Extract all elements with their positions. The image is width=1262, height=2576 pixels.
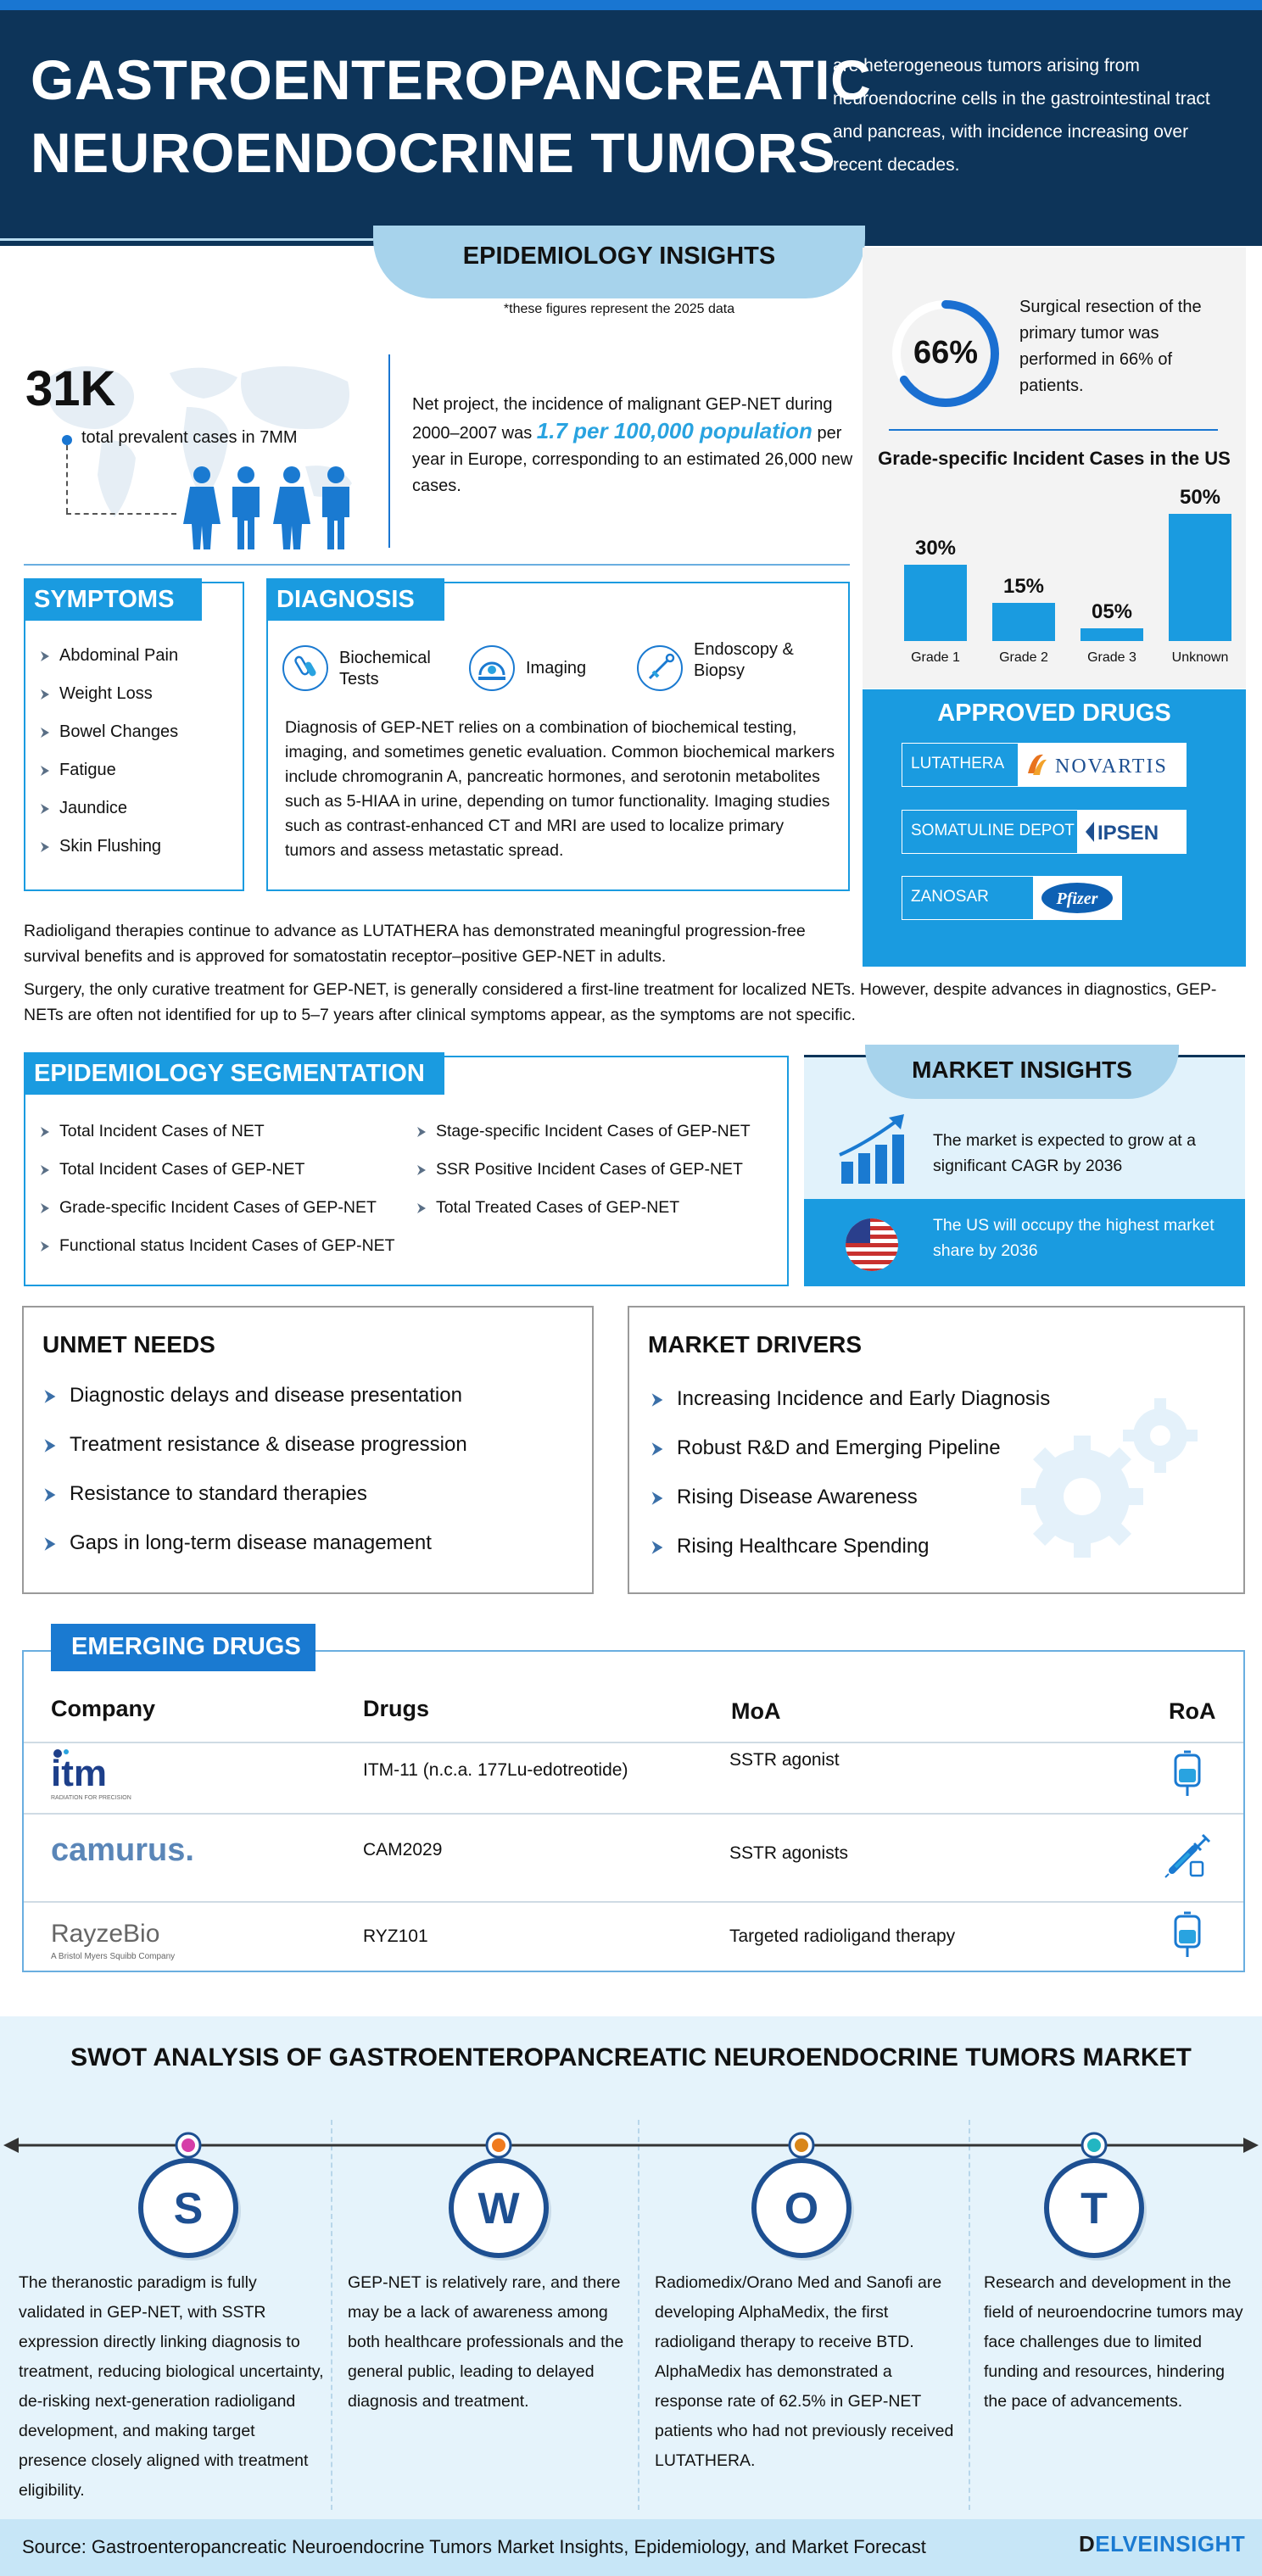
drug-name: SOMATULINE DEPOT [911,822,1075,839]
unmet-needs-title: UNMET NEEDS [42,1331,215,1358]
arrow-left-icon [3,2138,19,2153]
radioligand-paragraph: Radioligand therapies continue to advance as LUTATHERA has demonstrated meaningful progression-free survival benefits and is approved for somatostatin receptor–positive GEP-NET in adults. [24,922,806,966]
drug-cell: RYZ101 [363,1926,428,1946]
market-driver-item: Robust R&D and Emerging Pipeline [650,1436,1001,1460]
symptom-item: Abdominal Pain [39,646,178,666]
biopsy-icon [636,644,684,692]
test-tube-icon [282,644,329,692]
epidemiology-insights-title: EPIDEMIOLOGY INSIGHTS [462,243,776,270]
symptoms-title: SYMPTOMS [24,578,202,621]
swot-threat-text: Research and development in the field of neuroendocrine tumors may face challenges due to limited funding and resources, hindering the pace of advancements. [984,2273,1243,2411]
segmentation-item: SSR Positive Incident Cases of GEP-NET [416,1160,743,1179]
incidence-text-b: per year in Europe, corresponding to an estimated 26,000 new cases. [412,424,853,495]
table-divider [24,1813,1243,1815]
itm-tagline: RADIATION FOR PRECISION [51,1795,131,1801]
swot-opportunity-text: Radiomedix/Orano Med and Sanofi are developing AlphaMedix, the first radioligand therapy to receive BTD. AlphaMedix has demonstrated a response rate of 62.5% in GEP-NET patients who had not previously received LUTATHERA. [655,2273,954,2470]
chevron-right-icon [39,1241,51,1252]
bar-unknown [1169,514,1231,641]
swot-node-dot [795,2138,808,2152]
main-title-line2: NEUROENDOCRINE TUMORS [31,121,836,184]
chevron-right-icon [39,650,51,662]
swot-letter: W [477,2184,520,2233]
bar-value-label: 30% [914,537,957,560]
chevron-right-icon [39,1202,51,1214]
unmet-need-item: Resistance to standard therapies [42,1482,367,1506]
segmentation-item: Functional status Incident Cases of GEP-NET [39,1236,395,1256]
drug-name: ZANOSAR [911,888,989,906]
unmet-need-item: Treatment resistance & disease progression [42,1433,467,1457]
surgery-paragraph: Surgery, the only curative treatment for GEP-NET, is generally considered a first-line treatment for localized NETs. However, despite advances in diagnostics, GEP-NETs are often not identified for up to 5–7 years after clinical symptoms appear, as the symptoms are not specific. [24,980,1217,1024]
pfizer-wordmark: Pfizer [1056,889,1098,908]
ipsen-wordmark: IPSEN [1097,822,1159,845]
arrow-right-icon [1243,2138,1259,2153]
col-header-company: Company [51,1696,156,1721]
bar-value-label: 15% [1002,575,1045,598]
imaging-scanner-icon [468,644,516,692]
moa-cell: SSTR agonists [729,1843,849,1863]
swot-node-dot [181,2138,195,2152]
us-flag-icon [845,1218,899,1272]
header-intro: are heterogeneous tumors arising from neuroendocrine cells in the gastrointestinal tract and pancreas, with incidence increasing over recent decades. [833,56,1210,175]
method-biochemical: Biochemical Tests [339,649,431,689]
dashed-connector-vertical [66,445,68,513]
market-driver-item: Increasing Incidence and Early Diagnosis [650,1387,1050,1411]
chevron-right-icon [42,1389,58,1404]
drug-cell: CAM2029 [363,1840,443,1860]
ipsen-logo [1077,811,1186,853]
dashed-connector-horizontal [66,513,176,515]
rayzebio-wordmark: RayzeBio [51,1920,160,1948]
iv-bag-icon [1167,1750,1209,1798]
bar-category-label: Grade 2 [999,650,1048,665]
method-endoscopy: Endoscopy & Biopsy [694,640,794,680]
source-citation: Source: Gastroenteropancreatic Neuroendocrine Tumors Market Insights, Epidemiology, and Market Forecast [22,2536,926,2557]
chevron-right-icon [650,1441,665,1457]
market-drivers-title: MARKET DRIVERS [648,1331,863,1358]
bar-value-label: 05% [1091,600,1133,623]
emerging-drugs-title: EMERGING DRUGS [51,1624,316,1671]
table-divider [24,1742,1243,1743]
footer [0,2519,1262,2576]
right-panel-separator [889,429,1218,431]
chevron-right-icon [416,1202,427,1214]
growth-chart-icon [833,1109,914,1190]
epi-banner-line-left [0,238,373,241]
chevron-right-icon [39,765,51,777]
bar-value-label: 50% [1179,486,1221,509]
rayzebio-logo [51,1916,212,1964]
approved-drug-lutathera [902,743,1187,787]
chevron-right-icon [39,727,51,739]
symptom-item: Skin Flushing [39,837,161,856]
bar-category-label: Grade 3 [1087,650,1136,665]
people-group-icon [178,465,356,549]
unmet-need-item: Gaps in long-term disease management [42,1531,432,1555]
drug-name: LUTATHERA [911,755,1005,772]
bar-category-label: Unknown [1171,650,1229,665]
chevron-right-icon [39,803,51,815]
method-imaging: Imaging [526,659,587,677]
chevron-right-icon [42,1438,58,1453]
data-year-note: *these figures represent the 2025 data [503,302,735,316]
rayzebio-tagline: A Bristol Myers Squibb Company [51,1952,176,1961]
chevron-right-icon [39,1164,51,1176]
segmentation-item: Total Treated Cases of GEP-NET [416,1198,679,1218]
itm-logo [51,1748,153,1803]
table-divider [24,1901,1243,1903]
chevron-right-icon [650,1540,665,1555]
chevron-right-icon [416,1164,427,1176]
header-banner [0,0,1262,246]
chevron-right-icon [650,1392,665,1408]
symptom-item: Bowel Changes [39,722,178,742]
delveinsight-logo: DELVEINSIGHT [1079,2531,1246,2556]
market-insight-us-share: The US will occupy the highest market share by 2036 [933,1216,1215,1260]
chevron-right-icon [416,1126,427,1138]
swot-letter: S [173,2184,204,2233]
segmentation-item: Grade-specific Incident Cases of GEP-NET [39,1198,377,1218]
grade-bar-chart [882,475,1238,678]
col-header-moa: MoA [731,1698,781,1724]
segmentation-item: Stage-specific Incident Cases of GEP-NET [416,1122,751,1141]
surgery-percent-value: 66% [913,335,979,371]
chevron-right-icon [39,689,51,700]
approved-drug-somatuline [902,810,1187,854]
swot-letter: T [1081,2184,1108,2233]
swot-node-dot [1087,2138,1101,2152]
incidence-text-a: Net project, the incidence of malignant GEP-NET during 2000–2007 was [412,395,833,443]
chevron-right-icon [650,1491,665,1506]
gears-icon [1006,1395,1209,1564]
chevron-right-icon [42,1487,58,1503]
prevalent-cases-value: 31K [25,361,116,416]
pfizer-logo [1033,877,1121,919]
bar-grade-2 [992,603,1055,641]
itm-wordmark: itm [51,1753,107,1794]
chevron-right-icon [39,841,51,853]
market-driver-item: Rising Healthcare Spending [650,1535,930,1558]
incidence-highlight: 1.7 per 100,000 population [536,418,812,443]
symptom-item: Weight Loss [39,684,153,704]
incidence-statement [412,392,853,499]
segmentation-item: Total Incident Cases of GEP-NET [39,1160,304,1179]
segmentation-item: Total Incident Cases of NET [39,1122,265,1141]
swot-title: SWOT ANALYSIS OF GASTROENTEROPANCREATIC NEUROENDOCRINE TUMORS MARKET [70,2044,1192,2071]
market-insights-title: MARKET INSIGHTS [912,1057,1132,1083]
epi-section-divider [24,564,850,566]
moa-cell: SSTR agonist [729,1750,840,1770]
approved-drugs-panel [863,689,1246,967]
grade-chart-title: Grade-specific Incident Cases in the US [878,448,1231,469]
approved-drugs-title: APPROVED DRUGS [937,700,1171,727]
symptom-item: Fatigue [39,761,116,780]
market-insight-cagr: The market is expected to grow at a significant CAGR by 2036 [933,1131,1196,1175]
surgery-text: Surgical resection of the primary tumor was performed in 66% of patients. [1019,298,1202,395]
diagnosis-title: DIAGNOSIS [266,578,444,621]
bullet-dot [62,435,72,445]
camurus-logo [51,1830,237,1871]
bar-grade-1 [904,565,967,641]
unmet-need-item: Diagnostic delays and disease presentation [42,1384,462,1408]
prevalent-cases-label: total prevalent cases in 7MM [81,428,298,447]
camurus-wordmark: camurus. [51,1832,194,1868]
main-title-line1: GASTROENTEROPANCREATIC [31,48,872,111]
moa-cell: Targeted radioligand therapy [729,1926,956,1946]
chevron-right-icon [42,1536,58,1552]
iv-bag-icon [1167,1911,1209,1959]
drug-cell: ITM-11 (n.c.a. 177Lu-edotreotide) [363,1760,628,1780]
novartis-logo [1018,744,1186,786]
swot-node-dot [492,2138,505,2152]
swot-strength-text: The theranostic paradigm is fully validated in GEP-NET, with SSTR expression directly linking diagnosis to treatment, reducing biological uncertainty, de-risking next-generation radioligand development, and making target presence closely aligned with treatment eligibility. [19,2273,324,2500]
diagnosis-description: Diagnosis of GEP-NET relies on a combination of biochemical testing, imaging, and sometimes genetic evaluation. Common biochemical markers include chromogranin A, pancreatic hormones, and serotonin metabolites such as 5-HIAA in urine, depending on tumor functionality. Imaging studies such as contrast-enhanced CT and MRI are used to localize primary tumors and assess metastatic spread. [285,718,835,860]
swot-letter: O [784,2184,819,2233]
col-header-roa: RoA [1169,1698,1216,1724]
epidemiology-insights-banner [373,226,865,298]
epi-vertical-separator [388,354,390,548]
bar-category-label: Grade 1 [911,650,960,665]
market-driver-item: Rising Disease Awareness [650,1486,918,1509]
chevron-right-icon [39,1126,51,1138]
swot-weakness-text: GEP-NET is relatively rare, and there may be a lack of awareness among both healthcare professionals and the general public, leading to delayed diagnosis and treatment. [348,2273,624,2411]
header-top-stripe [0,0,1262,10]
segmentation-title: EPIDEMIOLOGY SEGMENTATION [24,1052,444,1095]
novartis-wordmark: NOVARTIS [1055,756,1168,778]
col-header-drugs: Drugs [363,1696,430,1721]
bar-grade-3 [1081,628,1143,641]
symptom-item: Jaundice [39,799,127,818]
market-insights-banner [865,1045,1179,1099]
approved-drug-zanosar [902,876,1122,920]
syringe-icon [1164,1832,1211,1879]
